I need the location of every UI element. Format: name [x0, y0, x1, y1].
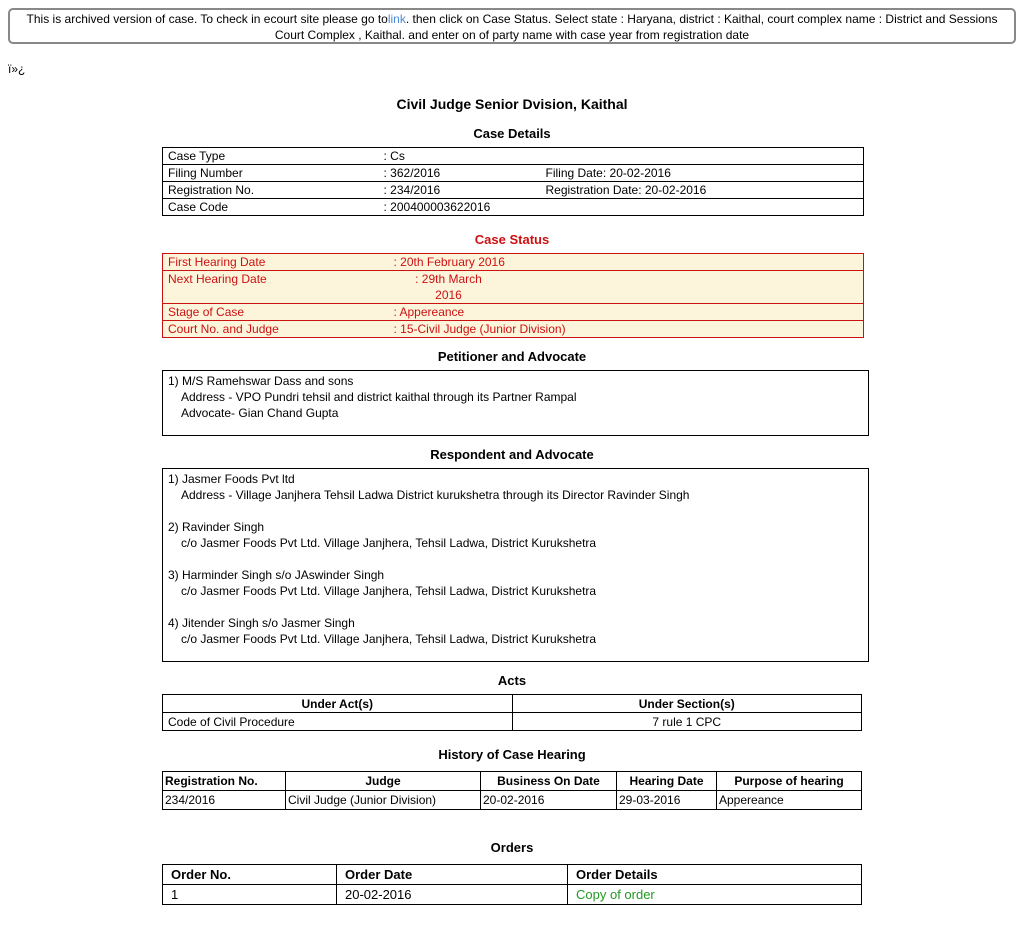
table-row	[163, 254, 864, 271]
case-details-heading: Case Details	[473, 126, 551, 141]
copy-of-order-link[interactable]: Copy of order	[576, 887, 655, 902]
court-judge-value: : 15-Civil Judge (Junior Division)	[389, 321, 864, 338]
table-header-row	[163, 772, 862, 791]
filing-number-label: Filing Number	[163, 165, 384, 182]
case-type-label: Case Type	[168, 148, 226, 163]
act-name: Code of Civil Procedure	[163, 713, 513, 731]
table-header-row	[163, 695, 862, 713]
case-type-value: : Cs	[383, 148, 405, 163]
order-details-cell	[568, 885, 862, 905]
col-purpose: Purpose of hearing	[717, 772, 862, 791]
petitioner-address: Address - VPO Pundri tehsil and district kaithal through its Partner Rampal	[181, 390, 577, 404]
history-hearing-date: 29-03-2016	[617, 791, 717, 810]
col-under-acts: Under Act(s)	[163, 695, 513, 713]
respondent-2-name: 2) Ravinder Singh	[168, 520, 265, 534]
history-table	[162, 771, 862, 810]
respondent-1-address: Address - Village Janjhera Tehsil Ladwa District kurukshetra through its Director Ravinder Singh	[181, 488, 690, 502]
table-row	[163, 885, 862, 905]
registration-date: Registration Date: 20-02-2016	[541, 182, 864, 199]
registration-no-value: : 234/2016	[384, 182, 541, 199]
petitioner-name: 1) M/S Ramehswar Dass and sons	[168, 374, 354, 388]
first-hearing-value: : 20th February 2016	[393, 255, 505, 269]
ecourt-link[interactable]: link	[387, 12, 406, 26]
next-hearing-value	[389, 271, 864, 304]
table-row	[163, 791, 862, 810]
table-row	[163, 321, 864, 338]
court-judge-label: Court No. and Judge	[163, 321, 389, 338]
respondent-box	[162, 468, 869, 662]
table-row	[163, 148, 864, 165]
table-row	[163, 182, 864, 199]
case-status-heading: Case Status	[474, 232, 550, 247]
act-section: 7 rule 1 CPC	[512, 713, 862, 731]
respondent-2-address: c/o Jasmer Foods Pvt Ltd. Village Janjhera, Tehsil Ladwa, District Kurukshetra	[181, 536, 597, 550]
byte-order-mark-text: ï»¿	[8, 62, 26, 76]
respondent-3-name: 3) Harminder Singh s/o JAswinder Singh	[168, 568, 385, 582]
case-code-label: Case Code	[163, 199, 384, 216]
notice-text-before: This is archived version of case. To check in ecourt site please go to	[26, 12, 388, 26]
table-row	[163, 199, 864, 216]
case-details-table	[162, 147, 864, 216]
order-no: 1	[163, 885, 337, 905]
respondent-heading: Respondent and Advocate	[430, 447, 594, 462]
col-judge: Judge	[286, 772, 481, 791]
respondent-4-address: c/o Jasmer Foods Pvt Ltd. Village Janjhera, Tehsil Ladwa, District Kurukshetra	[181, 632, 597, 646]
col-hearing-date: Hearing Date	[617, 772, 717, 791]
petitioner-box	[162, 370, 869, 436]
case-code-value: : 200400003622016	[384, 199, 541, 216]
stage-of-case-value: : Appereance	[389, 304, 864, 321]
archive-notice	[8, 8, 1016, 44]
table-row	[163, 165, 864, 182]
col-registration-no: Registration No.	[163, 772, 286, 791]
table-header-row	[163, 865, 862, 885]
case-code-extra	[541, 199, 864, 216]
stage-of-case-label: Stage of Case	[163, 304, 389, 321]
table-row	[163, 713, 862, 731]
table-row	[163, 271, 864, 304]
col-under-sections: Under Section(s)	[512, 695, 862, 713]
petitioner-advocate: Advocate- Gian Chand Gupta	[181, 406, 339, 420]
next-hearing-date-line2: 2016	[435, 288, 462, 302]
registration-no-label: Registration No.	[163, 182, 384, 199]
acts-table	[162, 694, 862, 731]
col-order-details: Order Details	[568, 865, 862, 885]
history-registration-no: 234/2016	[163, 791, 286, 810]
first-hearing-label: First Hearing Date	[168, 255, 266, 269]
court-title: Civil Judge Senior Dvision, Kaithal	[396, 96, 628, 112]
history-business-date: 20-02-2016	[481, 791, 617, 810]
col-order-no: Order No.	[163, 865, 337, 885]
petitioner-heading: Petitioner and Advocate	[437, 349, 587, 364]
col-order-date: Order Date	[337, 865, 568, 885]
respondent-4-name: 4) Jitender Singh s/o Jasmer Singh	[168, 616, 355, 630]
respondent-3-address: c/o Jasmer Foods Pvt Ltd. Village Janjhera, Tehsil Ladwa, District Kurukshetra	[181, 584, 597, 598]
next-hearing-label: Next Hearing Date	[163, 271, 389, 304]
history-purpose: Appereance	[717, 791, 862, 810]
case-type-extra	[541, 148, 864, 165]
orders-table	[162, 864, 862, 905]
acts-heading: Acts	[497, 673, 527, 688]
col-business-on-date: Business On Date	[481, 772, 617, 791]
next-hearing-date-line1: : 29th March	[415, 272, 482, 286]
notice-text-after: . then click on Case Status. Select state : Haryana, district : Kaithal, court complex name : District and Sessions Court Complex , Kaithal. and enter on of party name with case year from registration date	[274, 12, 998, 42]
respondent-1-name: 1) Jasmer Foods Pvt ltd	[168, 472, 295, 486]
order-date: 20-02-2016	[337, 885, 568, 905]
case-status-table	[162, 253, 864, 338]
history-judge: Civil Judge (Junior Division)	[286, 791, 481, 810]
history-heading: History of Case Hearing	[438, 747, 586, 762]
table-row	[163, 304, 864, 321]
filing-number-value: : 362/2016	[384, 165, 541, 182]
orders-heading: Orders	[490, 840, 534, 855]
filing-date: Filing Date: 20-02-2016	[541, 165, 864, 182]
